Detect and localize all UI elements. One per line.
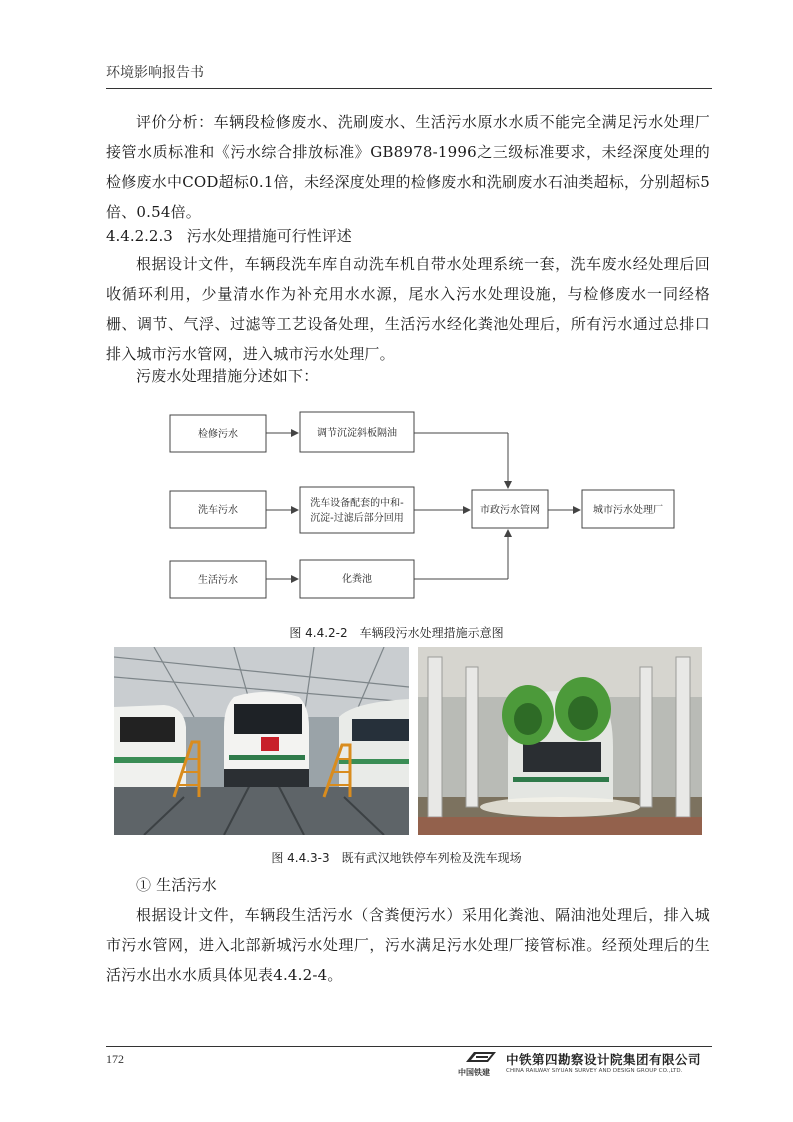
figure-number: 图 4.4.3-3 xyxy=(271,851,330,865)
intro-paragraph: 污废水处理措施分述如下： xyxy=(136,367,319,385)
wash-treatment-box xyxy=(300,487,414,533)
septic-tank-label: 化粪池 xyxy=(342,574,372,585)
wash-treatment-label-line2: 沉淀-过滤后部分回用 xyxy=(310,513,404,524)
figure-title: 既有武汉地铁停车列检及洗车现场 xyxy=(341,851,522,865)
figure-number: 图 4.4.2-2 xyxy=(289,626,348,640)
logo-text: 中国铁建 xyxy=(458,1068,490,1077)
page-number: 172 xyxy=(106,1052,124,1066)
company-name-en: CHINA RAILWAY SIYUAN SURVEY AND DESIGN GROUP CO.,LTD. xyxy=(506,1068,683,1074)
crcc-logo-icon xyxy=(464,1050,498,1064)
document-header-title: 环境影响报告书 xyxy=(106,65,204,81)
depot-inspection-photo xyxy=(114,647,409,835)
domestic-wastewater-label: 生活污水 xyxy=(198,575,238,586)
figure-caption-flowchart xyxy=(0,624,793,641)
footer-divider xyxy=(106,1046,712,1047)
wash-treatment-label-line1: 洗车设备配套的中和- xyxy=(310,498,404,509)
domestic-wastewater-paragraph: 根据设计文件，车辆段生活污水（含粪便污水）采用化粪池、隔油池处理后，排入城市污水管网，进入北部新城污水处理厂，污水满足污水处理厂接管标准。经预处理后的生活污水出水水质具体见表4.4.2-4。 xyxy=(106,906,710,984)
company-name-cn: 中铁第四勘察设计院集团有限公司 xyxy=(506,1052,702,1067)
design-paragraph: 根据设计文件，车辆段洗车库自动洗车机自带水处理系统一套，洗车废水经处理后回收循环利用，少量清水作为补充用水水源，尾水入污水处理设施，与检修废水一同经格栅、调节、气浮、过滤等工艺设备处理，生活污水经化粪池处理后，所有污水通过总排口排入城市污水管网，进入城市污水处理厂。 xyxy=(106,255,710,363)
treatment-plant-label: 城市污水处理厂 xyxy=(593,505,663,516)
evaluation-paragraph: 评价分析：车辆段检修废水、洗刷废水、生活污水原水水质不能完全满足污水处理厂接管水质标准和《污水综合排放标准》GB8978-1996之三级标准要求，未经深度处理的检修废水中COD超标0.1倍，未经深度处理的检修废水和洗刷废水石油类超标，分别超标5倍、0.54倍。 xyxy=(106,113,710,221)
subsection-heading: ① 生活污水 xyxy=(136,876,217,894)
section-title: 污水处理措施可行性评述 xyxy=(186,227,352,245)
car-wash-wastewater-label: 洗车污水 xyxy=(198,505,238,516)
oil-separation-label: 调节沉淀斜板隔油 xyxy=(317,428,397,439)
municipal-sewer-label: 市政污水管网 xyxy=(480,505,540,516)
car-wash-photo xyxy=(418,647,702,835)
section-number: 4.4.2.2.3 xyxy=(106,227,173,245)
maintenance-wastewater-label: 检修污水 xyxy=(198,429,238,440)
figure-title: 车辆段污水处理措施示意图 xyxy=(359,626,504,640)
figure-caption-photos xyxy=(0,849,793,866)
